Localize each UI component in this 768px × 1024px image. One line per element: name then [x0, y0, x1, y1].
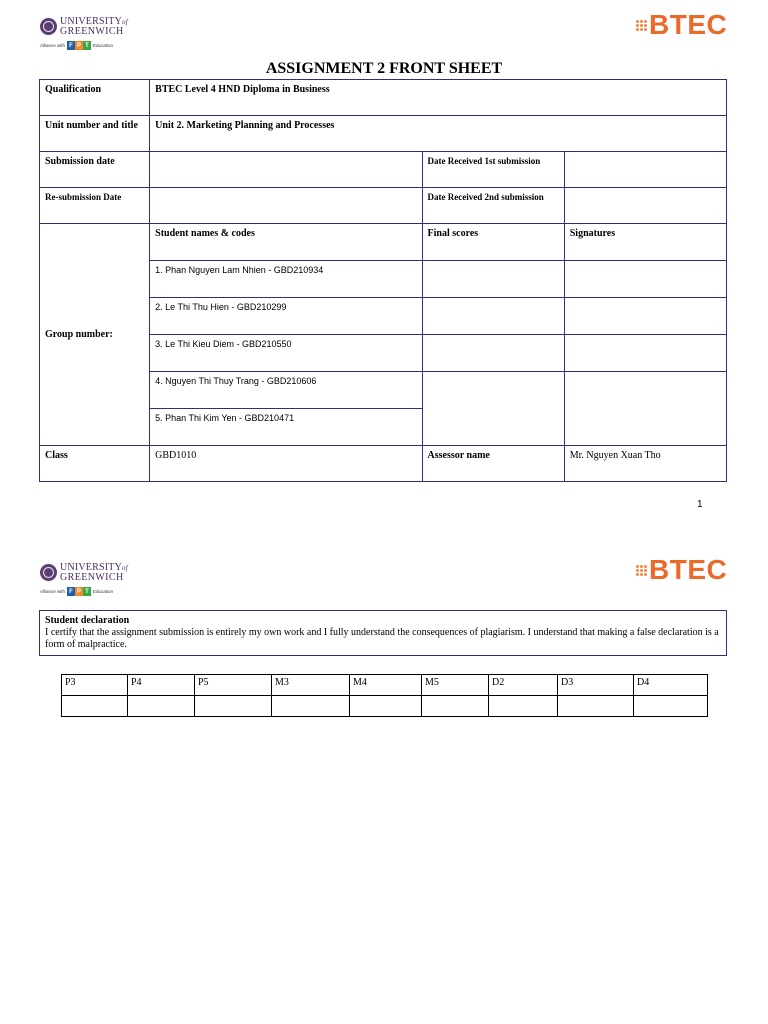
unit-value: Unit 2. Marketing Planning and Processes [150, 116, 727, 152]
grade-header-d2: D2 [489, 675, 558, 696]
logo-university-text: UNIVERSITY [60, 16, 122, 27]
alliance-suffix: Education [93, 589, 114, 594]
score-field-1[interactable] [422, 261, 564, 298]
grade-field-p3[interactable] [62, 696, 128, 717]
signature-field-2[interactable] [564, 298, 726, 335]
grade-header-p3: P3 [62, 675, 128, 696]
signatures-header: Signatures [564, 224, 726, 261]
grade-header-m3: M3 [272, 675, 350, 696]
alliance-suffix: Education [93, 43, 114, 48]
logo-university-text: UNIVERSITY [60, 562, 122, 573]
date-received-2-field[interactable] [564, 188, 726, 224]
signature-field-1[interactable] [564, 261, 726, 298]
alliance-prefix: Alliance with [40, 589, 66, 594]
score-field-4-5[interactable] [422, 372, 564, 446]
grade-header-d3: D3 [558, 675, 634, 696]
page-number: 1 [697, 499, 703, 510]
logo-of-text: of [122, 18, 128, 26]
date-received-1-field[interactable] [564, 152, 726, 188]
unit-label: Unit number and title [40, 116, 150, 152]
submission-date-field[interactable] [150, 152, 422, 188]
university-of-greenwich-logo [40, 17, 128, 50]
btec-logo-text: BTEC [649, 9, 728, 40]
student-row-3: 3. Le Thi Kieu Diem - GBD210550 [150, 335, 422, 372]
grade-header-m5: M5 [422, 675, 489, 696]
date-received-1-label: Date Received 1st submission [422, 152, 564, 188]
signature-field-3[interactable] [564, 335, 726, 372]
grade-field-p4[interactable] [128, 696, 195, 717]
grade-header-m4: M4 [350, 675, 422, 696]
alliance-prefix: Alliance with [40, 43, 66, 48]
student-row-5: 5. Phan Thi Kim Yen - GBD210471 [150, 409, 422, 446]
logo-greenwich-text: GREENWICH [60, 26, 124, 37]
btec-dots-icon [636, 565, 647, 576]
class-value: GBD1010 [150, 446, 422, 482]
date-received-2-label: Date Received 2nd submission [422, 188, 564, 224]
signature-field-4-5[interactable] [564, 372, 726, 446]
logo-greenwich-text: GREENWICH [60, 572, 124, 583]
grades-table [61, 674, 708, 717]
logo-of-text: of [122, 564, 128, 572]
student-row-1: 1. Phan Nguyen Lam Nhien - GBD210934 [150, 261, 422, 298]
fpt-logo-icon [67, 587, 91, 596]
crest-icon [40, 564, 57, 581]
final-scores-header: Final scores [422, 224, 564, 261]
page-title: ASSIGNMENT 2 FRONT SHEET [265, 60, 503, 77]
qualification-label: Qualification [40, 80, 150, 116]
students-header: Student names & codes [150, 224, 422, 261]
fpt-t: T [83, 41, 91, 50]
submission-date-label: Submission date [40, 152, 150, 188]
alliance-line [40, 587, 128, 596]
university-of-greenwich-logo-2 [40, 563, 128, 596]
resubmission-date-label: Re-submission Date [40, 188, 150, 224]
grade-field-p5[interactable] [195, 696, 272, 717]
group-number-label: Group number: [40, 224, 150, 446]
btec-logo-text: BTEC [649, 554, 728, 585]
front-sheet-table [39, 79, 727, 482]
student-row-2: 2. Le Thi Thu Hien - GBD210299 [150, 298, 422, 335]
score-field-3[interactable] [422, 335, 564, 372]
declaration-heading: Student declaration [45, 615, 130, 626]
grade-header-p5: P5 [195, 675, 272, 696]
class-label: Class [40, 446, 150, 482]
student-row-4: 4. Nguyen Thi Thuy Trang - GBD210606 [150, 372, 422, 409]
crest-icon [40, 18, 57, 35]
fpt-t: T [83, 587, 91, 596]
grade-header-p4: P4 [128, 675, 195, 696]
grade-header-d4: D4 [634, 675, 708, 696]
resubmission-date-field[interactable] [150, 188, 422, 224]
declaration-text: I certify that the assignment submission is entirely my own work and I fully understand the consequences of plagiarism. I understand that making a false declaration is a form of malpractice. [45, 627, 719, 650]
fpt-p: P [77, 42, 82, 49]
fpt-p: P [77, 588, 82, 595]
btec-logo [636, 9, 727, 41]
grade-field-d2[interactable] [489, 696, 558, 717]
grade-field-d3[interactable] [558, 696, 634, 717]
fpt-f: F [67, 41, 75, 50]
fpt-f: F [67, 587, 75, 596]
alliance-line [40, 41, 128, 50]
grade-field-m3[interactable] [272, 696, 350, 717]
assessor-label: Assessor name [422, 446, 564, 482]
score-field-2[interactable] [422, 298, 564, 335]
grade-field-m5[interactable] [422, 696, 489, 717]
student-declaration-box [39, 610, 727, 656]
qualification-value: BTEC Level 4 HND Diploma in Business [150, 80, 727, 116]
fpt-logo-icon [67, 41, 91, 50]
btec-logo-2 [636, 554, 727, 586]
grade-field-m4[interactable] [350, 696, 422, 717]
btec-dots-icon [636, 20, 647, 31]
assessor-value: Mr. Nguyen Xuan Tho [564, 446, 726, 482]
grade-field-d4[interactable] [634, 696, 708, 717]
